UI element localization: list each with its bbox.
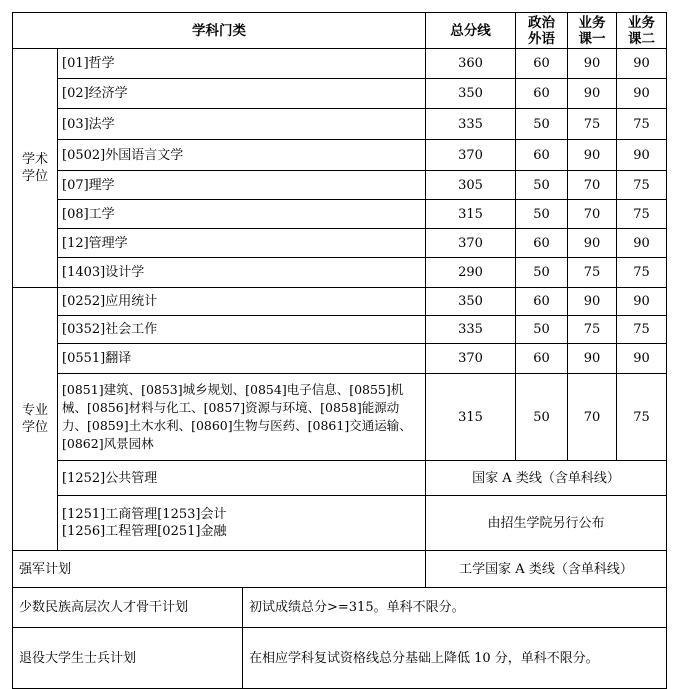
subject-1-score: 90 — [568, 49, 617, 79]
discipline-name: [03]法学 — [58, 109, 426, 140]
discipline-name: [01]哲学 — [58, 49, 426, 79]
subject-1-score: 70 — [568, 374, 617, 461]
header-total: 总分线 — [426, 13, 516, 49]
table-row — [13, 628, 667, 689]
header-subject-1: 业务 课一 — [568, 13, 617, 49]
discipline-name: [12]管理学 — [58, 229, 426, 258]
table-row — [13, 79, 667, 109]
table-row — [13, 171, 667, 200]
discipline-name: [0252]应用统计 — [58, 288, 426, 316]
plan-note: 初试成绩总分>=315。单科不限分。 — [243, 588, 667, 628]
discipline-name: [1251]工商管理[1253]会计 [1256]工程管理[0251]金融 — [58, 496, 426, 551]
total-score: 315 — [426, 374, 516, 461]
table-row — [13, 551, 667, 588]
header-subject-2: 业务 课二 — [617, 13, 667, 49]
discipline-name: [08]工学 — [58, 200, 426, 229]
score-note: 由招生学院另行公布 — [426, 496, 667, 551]
subject-1-score: 90 — [568, 79, 617, 109]
table-row — [13, 496, 667, 551]
subject-1-score: 75 — [568, 316, 617, 344]
total-score: 350 — [426, 79, 516, 109]
table-row — [13, 316, 667, 344]
politics-score: 60 — [516, 49, 568, 79]
table-row — [13, 109, 667, 140]
plan-name: 退役大学生士兵计划 — [13, 628, 243, 689]
table-row — [13, 49, 667, 79]
subject-1-score: 90 — [568, 229, 617, 258]
politics-score: 50 — [516, 171, 568, 200]
discipline-name: [02]经济学 — [58, 79, 426, 109]
subject-2-score: 75 — [617, 258, 667, 288]
total-score: 315 — [426, 200, 516, 229]
discipline-name: [0502]外国语言文学 — [58, 140, 426, 171]
discipline-name: [0851]建筑、[0853]城乡规划、[0854]电子信息、[0855]机械、[0856]材料与化工、[0857]资源与环境、[0858]能源动力、[0859]土木水利、[0860]生物与医药、[0861]交通运输、[0862]风景园林 — [58, 374, 426, 461]
total-score: 350 — [426, 288, 516, 316]
subject-2-score: 90 — [617, 229, 667, 258]
subject-2-score: 75 — [617, 200, 667, 229]
score-note: 国家 A 类线（含单科线） — [426, 461, 667, 496]
subject-2-score: 75 — [617, 374, 667, 461]
table-row — [13, 461, 667, 496]
discipline-name: [0352]社会工作 — [58, 316, 426, 344]
header-politics-foreign: 政治 外语 — [516, 13, 568, 49]
total-score: 335 — [426, 316, 516, 344]
plan-name: 强军计划 — [13, 551, 426, 588]
table-row — [13, 258, 667, 288]
politics-score: 60 — [516, 229, 568, 258]
plan-note: 工学国家 A 类线（含单科线） — [426, 551, 667, 588]
header-row — [13, 13, 667, 49]
subject-1-score: 90 — [568, 140, 617, 171]
total-score: 370 — [426, 229, 516, 258]
politics-score: 60 — [516, 288, 568, 316]
subject-1-score: 75 — [568, 109, 617, 140]
table-row — [13, 140, 667, 171]
discipline-name: [1403]设计学 — [58, 258, 426, 288]
politics-score: 50 — [516, 200, 568, 229]
discipline-name: [0551]翻译 — [58, 344, 426, 374]
subject-1-score: 90 — [568, 288, 617, 316]
discipline-name: [1252]公共管理 — [58, 461, 426, 496]
politics-score: 60 — [516, 79, 568, 109]
subject-1-score: 70 — [568, 171, 617, 200]
politics-score: 60 — [516, 140, 568, 171]
subject-1-score: 70 — [568, 200, 617, 229]
table-row — [13, 288, 667, 316]
subject-2-score: 75 — [617, 171, 667, 200]
total-score: 360 — [426, 49, 516, 79]
table-row — [13, 229, 667, 258]
politics-score: 60 — [516, 344, 568, 374]
subject-2-score: 90 — [617, 344, 667, 374]
total-score: 335 — [426, 109, 516, 140]
table-row — [13, 344, 667, 374]
header-discipline: 学科门类 — [13, 13, 426, 49]
total-score: 370 — [426, 344, 516, 374]
subject-2-score: 90 — [617, 140, 667, 171]
professional-category: 专业 学位 — [13, 288, 58, 551]
table-row — [13, 374, 667, 461]
subject-1-score: 90 — [568, 344, 617, 374]
total-score: 290 — [426, 258, 516, 288]
politics-score: 50 — [516, 316, 568, 344]
total-score: 305 — [426, 171, 516, 200]
subject-2-score: 90 — [617, 79, 667, 109]
total-score: 370 — [426, 140, 516, 171]
academic-category: 学术 学位 — [13, 49, 58, 288]
politics-score: 50 — [516, 374, 568, 461]
subject-1-score: 75 — [568, 258, 617, 288]
subject-2-score: 90 — [617, 49, 667, 79]
politics-score: 50 — [516, 258, 568, 288]
plan-note: 在相应学科复试资格线总分基础上降低 10 分，单科不限分。 — [243, 628, 667, 689]
subject-2-score: 75 — [617, 109, 667, 140]
politics-score: 50 — [516, 109, 568, 140]
discipline-name: [07]理学 — [58, 171, 426, 200]
table-row — [13, 588, 667, 628]
subject-2-score: 90 — [617, 288, 667, 316]
plan-name: 少数民族高层次人才骨干计划 — [13, 588, 243, 628]
table-row — [13, 200, 667, 229]
score-table — [12, 12, 667, 689]
subject-2-score: 75 — [617, 316, 667, 344]
